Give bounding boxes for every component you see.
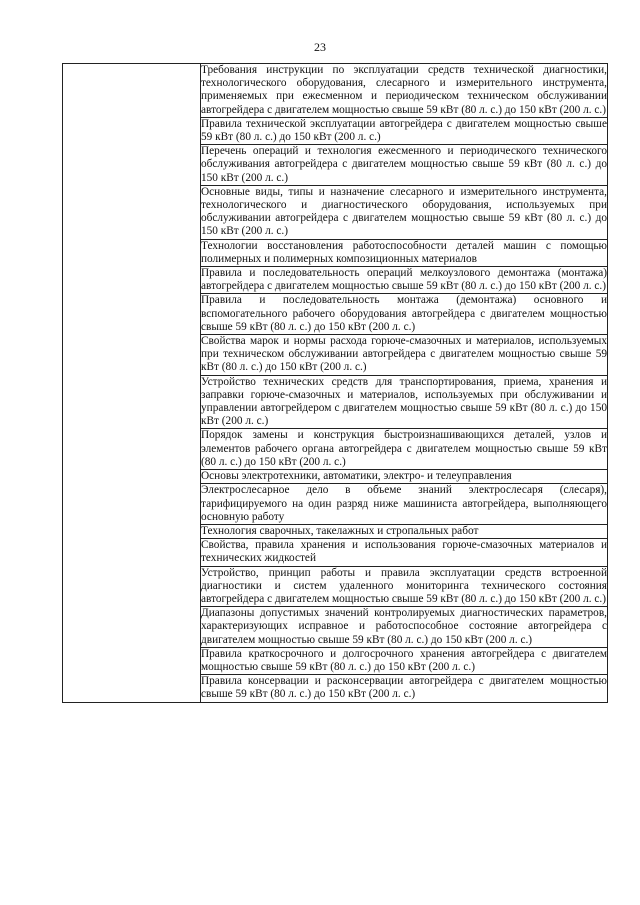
requirement-item: Правила и последовательность операций мелкоузлового демонтажа (монтажа) автогрейдера с двигателем мощностью свыше 59 кВт (80 л. с.) до 150 кВт (200 л. с.) [201,267,607,294]
requirement-item: Порядок замены и конструкция быстроизнашивающихся деталей, узлов и элементов рабочего органа автогрейдера с двигателем мощностью свыше 59 кВт (80 л. с.) до 150 кВт (200 л. с.) [201,429,607,470]
requirement-item: Основные виды, типы и назначение слесарного и измерительного инструмента, технологического и диагностического оборудования, используемых при обслуживании автогрейдера с двигателем мощностью свыше 59 кВт (80 л. с.) до 150 кВт (200 л. с.) [201,186,607,240]
requirement-item: Диапазоны допустимых значений контролируемых диагностических параметров, характеризующих исправное и работоспособное состояние автогрейдера с двигателем мощностью свыше 59 кВт (80 л. с.) до 150 кВт (200 л. с.) [201,607,607,648]
requirement-item: Правила и последовательность монтажа (демонтажа) основного и вспомогательного рабочего оборудования автогрейдера с двигателем мощностью свыше 59 кВт (80 л. с.) до 150 кВт (200 л. с.) [201,294,607,335]
empty-label-cell [63,64,201,703]
requirement-item: Правила консервации и расконсервации автогрейдера с двигателем мощностью свыше 59 кВт (80 л. с.) до 150 кВт (200 л. с.) [201,675,607,701]
requirements-table [62,63,608,703]
requirements-cell [201,64,608,703]
requirement-item: Правила технической эксплуатации автогрейдера с двигателем мощностью свыше 59 кВт (80 л. с.) до 150 кВт (200 л. с.) [201,118,607,145]
table-row [63,64,608,703]
requirement-item: Свойства марок и нормы расхода горюче-смазочных и материалов, используемых при техническом обслуживании автогрейдера с двигателем мощностью свыше 59 кВт (80 л. с.) до 150 кВт (200 л. с.) [201,335,607,376]
requirement-item: Технологии восстановления работоспособности деталей машин с помощью полимерных и полимерных композиционных материалов [201,240,607,267]
requirement-item: Электрослесарное дело в объеме знаний электрослесаря (слесаря), тарифицируемого на один разряд ниже машиниста автогрейдера, выполняющего основную работу [201,484,607,525]
requirement-item: Свойства, правила хранения и использования горюче-смазочных материалов и технических жидкостей [201,539,607,566]
page-number: 23 [314,40,326,54]
requirement-item: Устройство технических средств для транспортирования, приема, хранения и заправки горюче-смазочных и материалов, используемых при обслуживании и управлении автогрейдером с двигателем мощностью свыше 59 кВт (80 л. с.) до 150 кВт (200 л. с.) [201,376,607,430]
requirement-item: Технология сварочных, такелажных и стропальных работ [201,525,607,539]
requirement-item: Основы электротехники, автоматики, электро- и телеуправления [201,470,607,484]
requirement-item: Перечень операций и технология ежесменного и периодического технического обслуживания автогрейдера с двигателем мощностью свыше 59 кВт (80 л. с.) до 150 кВт (200 л. с.) [201,145,607,186]
requirement-item: Устройство, принцип работы и правила эксплуатации средств встроенной диагностики и систем удаленного мониторинга технического состояния автогрейдера с двигателем мощностью свыше 59 кВт (80 л. с.) до 150 кВт (200 л. с.) [201,567,607,608]
requirement-item: Правила краткосрочного и долгосрочного хранения автогрейдера с двигателем мощностью свыше 59 кВт (80 л. с.) до 150 кВт (200 л. с.) [201,648,607,675]
requirement-item: Требования инструкции по эксплуатации средств технической диагностики, технологического оборудования, слесарного и измерительного инструмента, применяемых при ежесменном и периодическом техническом обслуживании автогрейдера с двигателем мощностью свыше 59 кВт (80 л. с.) до 150 кВт (200 л. с.) [201,64,607,118]
